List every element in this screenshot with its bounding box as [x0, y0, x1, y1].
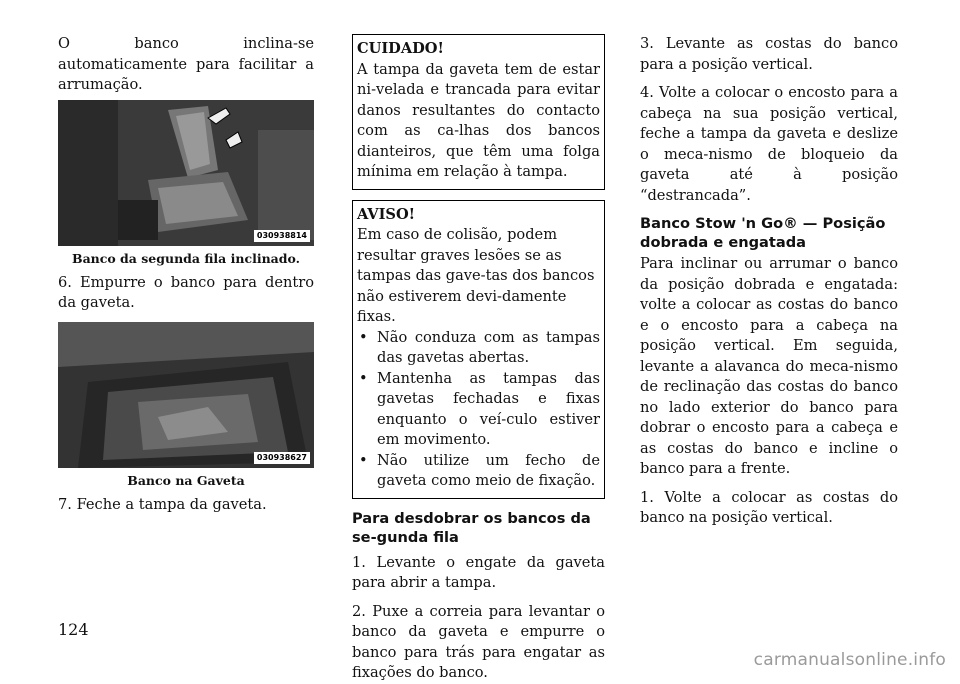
photo-code: 030938814	[254, 230, 310, 242]
step-3: 3. Levante as costas do banco para a posição vertical.	[640, 35, 898, 73]
step-6: 6. Empurre o banco para dentro da gaveta.	[58, 273, 314, 311]
warning-title: AVISO!	[357, 205, 416, 223]
section-heading: Banco Stow 'n Go® — Posição dobrada e engatada	[640, 215, 886, 251]
stow-paragraph: Para inclinar ou arrumar o banco da posição dobrada e engatada: volte a colocar as costas do banco e o encosto para a cabeça na posição vertical. Em seguida, levante a alavanca do meca-nismo de reclinação das costas do banco no lado exterior do banco para dobrar o encosto para a cabeça e as costas do banco e incline o banco para a frente.	[640, 255, 898, 477]
step-4: 4. Volte a colocar o encosto para a cabeça na sua posição vertical, feche a tampa da gaveta e deslize o meca-nismo de bloqueio da gaveta até à posição “destrancada”.	[640, 84, 898, 204]
photo-code: 030938627	[254, 452, 310, 464]
column-right	[640, 34, 898, 529]
photo-caption: Banco na Gaveta	[127, 472, 245, 488]
photo-caption: Banco da segunda fila inclinado.	[72, 250, 300, 266]
watermark: carmanualsonline.info	[753, 650, 946, 670]
caution-title: CUIDADO!	[357, 40, 444, 57]
caution-text: A tampa da gaveta tem de estar ni-velada e trancada para evitar danos resultantes do contacto com as ca-lhas dos bancos dianteiros, que têm uma folga mínima em relação à tampa.	[357, 60, 600, 180]
step-2: 2. Puxe a correia para levantar o banco da gaveta e empurre o banco para trás para engatar as fixações do banco.	[352, 602, 605, 681]
step-1-right: 1. Volte a colocar as costas do banco na posição vertical.	[640, 488, 898, 526]
seat-in-bin-illustration	[58, 322, 314, 468]
step-7: 7. Feche a tampa da gaveta.	[58, 495, 267, 513]
seat-tilted-illustration	[58, 100, 314, 246]
list-item: • Não utilize um fecho de gaveta como meio de fixação.	[357, 451, 600, 492]
list-item: • Mantenha as tampas das gavetas fechadas e fixas enquanto o veí-culo estiver em movimento.	[357, 369, 600, 451]
warning-list	[357, 328, 600, 492]
list-item: • Não conduza com as tampas das gavetas abertas.	[357, 328, 600, 369]
photo-seat-in-bin	[58, 322, 314, 468]
column-left	[58, 34, 314, 515]
photo-seat-tilted	[58, 100, 314, 246]
warning-box	[352, 200, 605, 499]
section-heading: Para desdobrar os bancos da se-gunda fila	[352, 509, 591, 546]
step-1: 1. Levante o engate da gaveta para abrir a tampa.	[352, 553, 605, 591]
page-number: 124	[58, 620, 89, 639]
warning-text: Em caso de colisão, podem resultar graves lesões se as tampas das gave-tas dos bancos não estiverem devi-damente fixas.	[357, 226, 595, 325]
caution-box	[352, 34, 605, 190]
column-middle	[352, 34, 605, 684]
intro-paragraph: O banco inclina-se automaticamente para facilitar a arrumação.	[58, 35, 314, 93]
